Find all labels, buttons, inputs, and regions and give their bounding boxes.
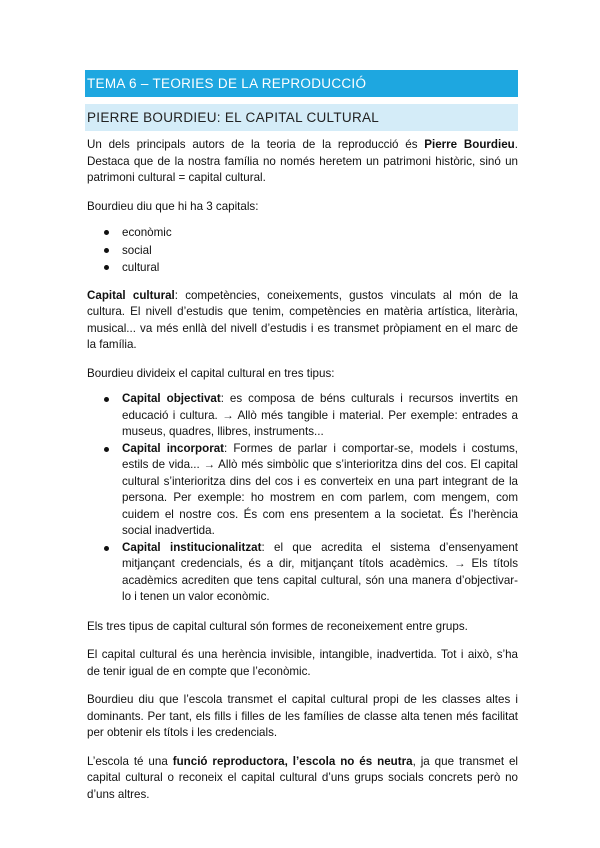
capital-cultural-definition: [87, 288, 518, 354]
school-paragraph: Bourdieu diu que l’escola transmet el capital cultural propi de les classes altes i dominants. Per tant, els fills i filles de les famílies de classe alta tenen més facilitat per obtenir els títols i les credencials.: [87, 693, 518, 739]
capitals-list: [87, 224, 518, 277]
intro-paragraph: [87, 137, 518, 187]
document-page: [87, 70, 518, 803]
invisible-heritage-paragraph: El capital cultural és una herència invisible, intangible, inadvertida. Tot i això, s’ha de tenir igual de en compte que l’econòmic.: [87, 648, 518, 678]
intro-text-end: . Destaca que de la nostra família no només heretem un patrimoni històric, sinó un patrimoni cultural = capital cultural.: [87, 138, 518, 184]
types-list: [87, 391, 518, 606]
capitals-intro: Bourdieu diu que hi ha 3 capitals:: [87, 199, 259, 213]
reproductive-function-paragraph: [87, 754, 518, 804]
list-item: social: [87, 242, 518, 260]
intro-author-name: Pierre Bourdieu: [424, 138, 515, 151]
type-item-institucionalitzat: [87, 540, 518, 606]
intro-text-start: Un dels principals autors de la teoria de la reproducció és: [87, 138, 425, 151]
list-item: cultural: [87, 259, 518, 277]
type-description: : Formes de parlar i comportar-se, models i costums, estils de vida... → Allò més simbòlic que s’interioritza dins del cos. El capital cultural s’interioritza dins del cos i es converteix en una part integrant de la persona. Per exemple: ho mostrem en com parlem, com mengem, com cuidem el nostre cos. És com ens presentem a la societat. És l’herència social inadvertida.: [122, 441, 518, 537]
types-intro: Bourdieu divideix el capital cultural en tres tipus:: [87, 366, 335, 380]
recognition-paragraph: Els tres tipus de capital cultural són formes de reconeixement entre grups.: [87, 619, 468, 633]
type-description: : es composa de béns culturals i recursos invertits en educació i cultura. → Allò més tangible i material. Per exemple: entrades a museus, quadres, llibres, instruments...: [122, 392, 519, 438]
type-name: Capital institucionalitzat: [122, 540, 262, 554]
type-description: : el que acredita el sistema d’ensenyament mitjançant credencials, és a dir, mitjançant títols acadèmics. → Els títols acadèmics acrediten que tens capital cultural, són una manera d’objectivar-lo i tenen un valor econòmic.: [122, 540, 518, 603]
type-name: Capital objectivat: [122, 392, 221, 405]
type-item-incorporat: [87, 441, 518, 540]
school-function-highlight: funció reproductora, l’escola no és neutra: [172, 754, 413, 768]
definition-text: : competències, coneixements, gustos vinculats al món de la cultura. El nivell d’estudis que tenim, competències en matèria artística, literària, musical... va més enllà del nivell d’estudis i es transmet pròpiament en el marc de la família.: [87, 288, 518, 351]
type-name: Capital incorporat: [122, 441, 225, 455]
section-heading: PIERRE BOURDIEU: EL CAPITAL CULTURAL: [85, 104, 518, 131]
type-item-objectivat: [87, 391, 518, 441]
school-text-end: , ja que transmet el capital cultural o reconeix el capital cultural d’uns grups socials concrets però no d’uns altres.: [87, 754, 519, 801]
term-capital-cultural: Capital cultural: [87, 288, 175, 302]
chapter-heading: TEMA 6 – TEORIES DE LA REPRODUCCIÓ: [85, 70, 518, 97]
list-item: econòmic: [87, 224, 518, 242]
school-text-start: L’escola té una: [87, 754, 173, 768]
